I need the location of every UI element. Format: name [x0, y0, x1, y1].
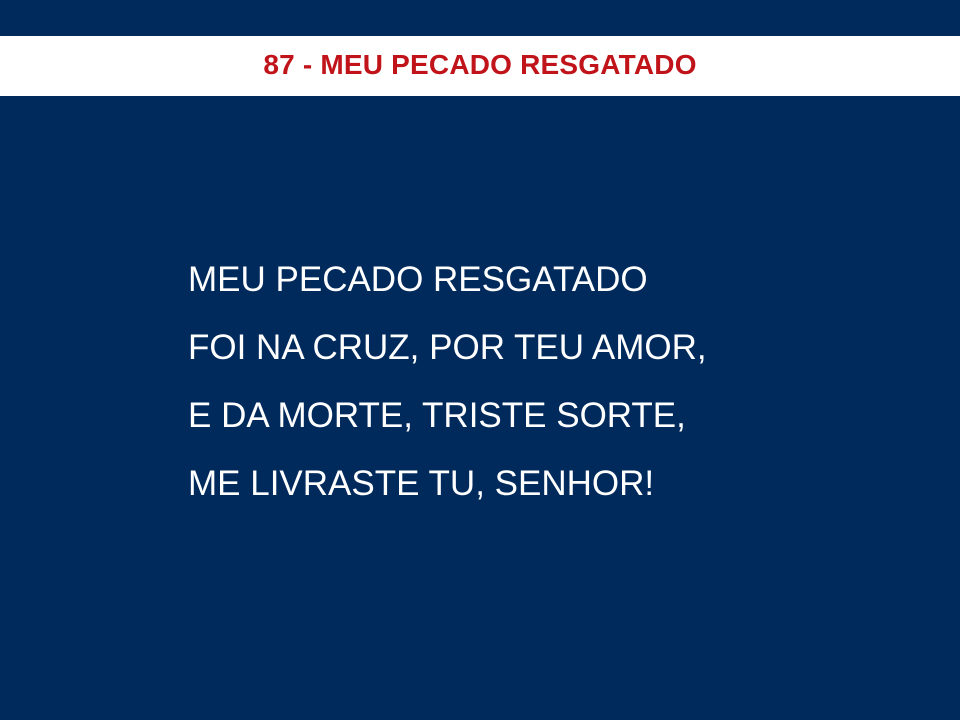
lyric-line: E DA MORTE, TRISTE SORTE,	[188, 396, 686, 435]
hymn-title: 87 - MEU PECADO RESGATADO	[263, 49, 697, 80]
lyric-line: FOI NA CRUZ, POR TEU AMOR,	[188, 328, 707, 367]
lyrics-block	[188, 262, 928, 534]
lyric-line: MEU PECADO RESGATADO	[188, 260, 648, 299]
title-bar	[0, 36, 960, 96]
lyric-line: ME LIVRASTE TU, SENHOR!	[188, 464, 655, 503]
